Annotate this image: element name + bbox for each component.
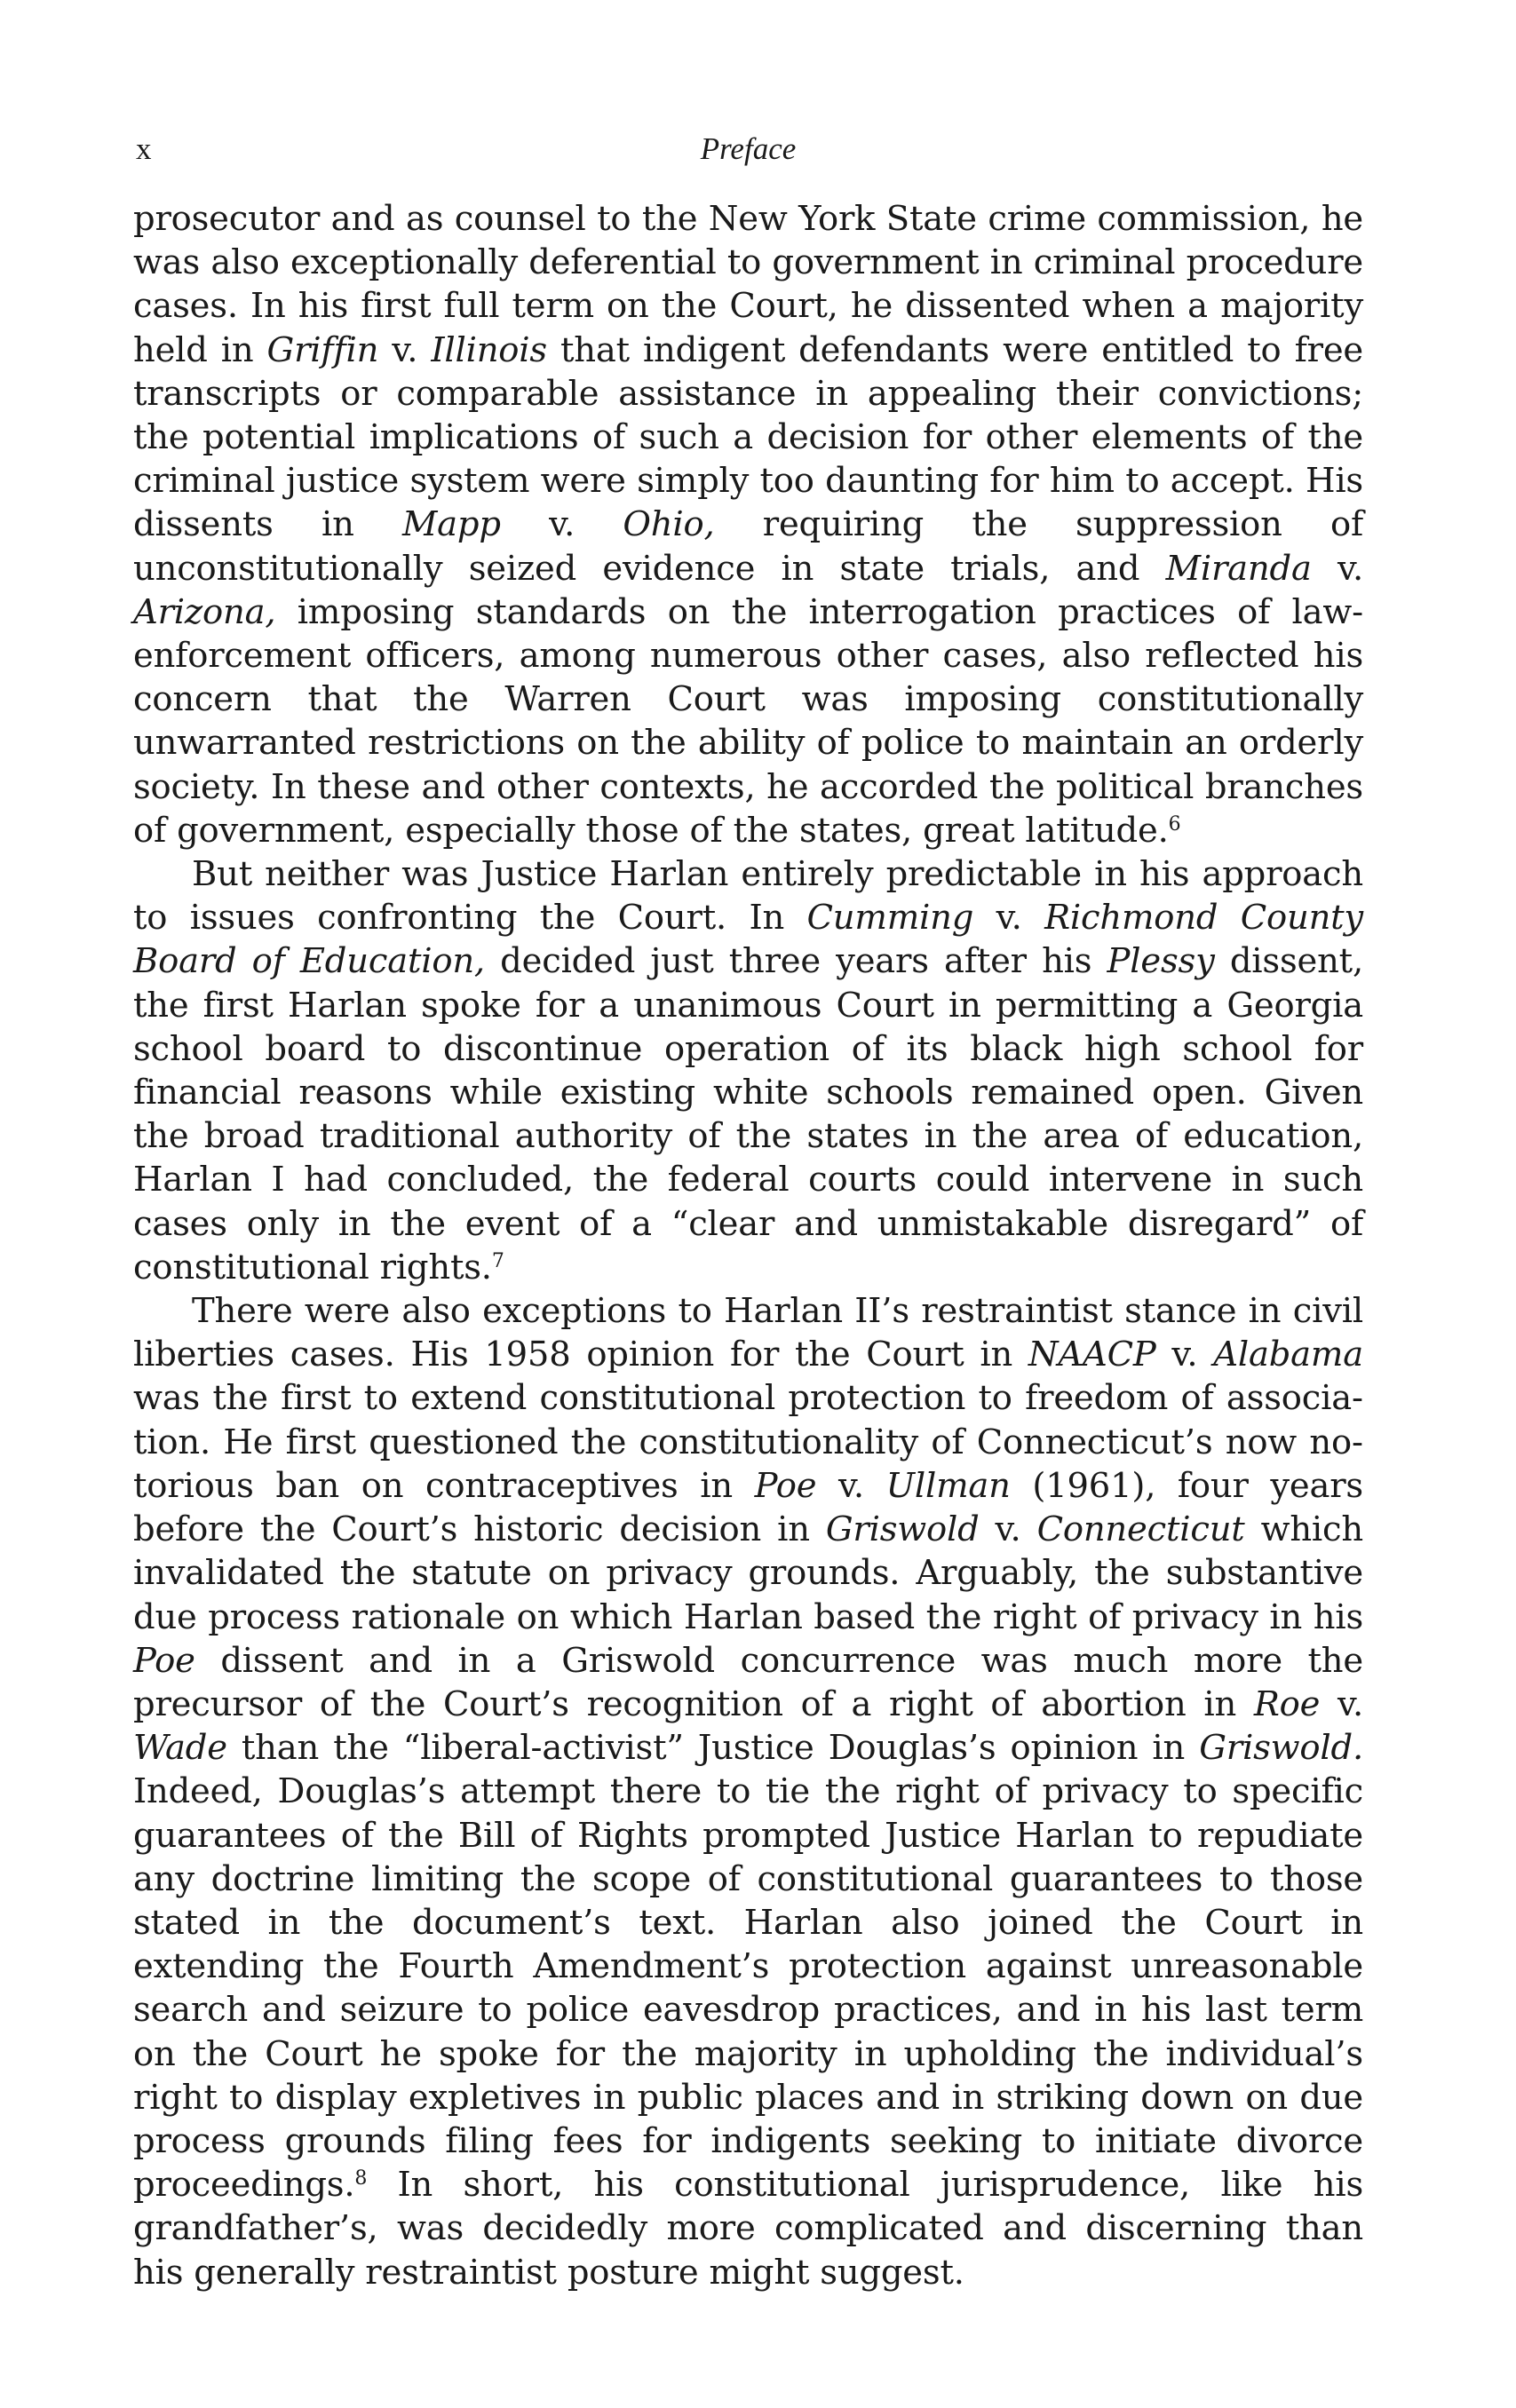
text-run: Indeed, Douglas’s attempt there to tie the right of privacy to specific guarantees of the Bill of Rights prompted Justice Harlan to repudiate any doctrine limiting the scope of constitutional guarantees to those stated in the document’s text. Harlan also joined the Court in extending the Fourth Amendment’s protection against unreasonable search and seizure to police eavesdrop practices, and in his last term on the Court he spoke for the majority in upholding the individual’s right to display expletives in public places and in striking down on due process grounds filing fees for indigents seeking to initiate divorce proceedings. [133,1771,1363,2206]
text-run: decided just three years after his [484,941,1107,982]
case-name-italic: Alabama [1213,1335,1363,1375]
case-name-italic: Plessy [1107,941,1215,982]
case-name-italic: Griswold. [1199,1728,1363,1769]
case-name-italic: Roe [1253,1683,1321,1724]
text-run: But neither was Justice Harlan entirely predictable in his approach to issues confronting the Court. In [133,854,1363,939]
text-run: v. [816,1465,886,1506]
case-name-italic: Illinois [431,329,547,370]
case-name-italic: Ullman [885,1465,1011,1506]
paragraph [133,197,1363,852]
case-name-italic: Connecticut [1036,1509,1245,1550]
text-run: v. [378,329,432,370]
footnote-ref: 8 [354,2167,368,2190]
text-run: prosecutor and as counsel to the New York State crime commission, he was also exceptionally deferential to government in criminal procedure cases. In his first full term on the Court, he dissented when a majority held in [133,199,1363,370]
text-run: that indigent defendants were entitled to free transcripts or comparable assistance in appealing their convictions; the potential implications of such a decision for other elements of the criminal justice system were simply too daunting for him to accept. His dissents in [133,329,1363,545]
case-name-italic: Griswold [825,1509,980,1550]
text-run: dissent, the first Harlan spoke for a unanimous Court in permitting a Georgia school board to discontinue operation of its black high school for financial reasons while existing white schools remained open. Given the broad traditional authority of the states in the area of education, Harlan I had concluded, the federal courts could intervene in such cases only in the event of a “clear and unmistakable disregard” of constitutional rights. [133,941,1363,1287]
case-name-italic: NAACP [1028,1335,1156,1375]
case-name-italic: Richmond County Board of Education, [133,898,1363,982]
case-name-italic: Arizona, [133,591,276,632]
running-head-title: Preface [700,131,797,166]
footnote-ref: 6 [1168,812,1181,836]
case-name-italic: Ohio, [623,504,715,545]
case-name-italic: Wade [133,1728,227,1769]
text-run: v. [500,504,623,545]
text-run: v. [1311,548,1364,589]
case-name-italic: Cumming [806,898,974,939]
text-run: In short, his constitutional jurisprudence, like his grandfather’s, was decidedly more complicated and discerning than his generally restraintist posture might suggest. [133,2165,1363,2293]
text-run: dissent and in a Griswold concurrence was much more the precursor of the Court’s recognition of a right of abortion in [133,1640,1363,1724]
footnote-ref: 7 [491,1249,504,1272]
case-name-italic: Mapp [401,504,501,545]
text-run: than the “liberal-activist” Justice Douglas’s opinion in [226,1728,1200,1769]
text-run: which invalidated the statute on privacy grounds. Arguably, the substantive due process rationale on which Harlan based the right of privacy in his [133,1509,1363,1637]
text-run: There were also exceptions to Harlan II’s restraintist stance in civil liberties cases. His 1958 opinion for the Court in [133,1291,1363,1375]
case-name-italic: Miranda [1165,548,1312,589]
case-name-italic: Poe [754,1465,817,1506]
text-run: (1961), four years before the Court’s historic decision in [133,1465,1363,1550]
text-run: v. [1155,1335,1214,1375]
text-run: requiring the suppression of unconstitutionally seized evidence in state trials, and [133,504,1363,589]
page-number: x [136,131,152,166]
running-head [133,131,1363,176]
case-name-italic: Griffin [266,329,379,370]
body-text [133,197,1363,2294]
paragraph [133,852,1363,1289]
paragraph [133,1289,1363,2294]
text-run: v. [979,1509,1037,1550]
text-run: v. [1320,1683,1364,1724]
case-name-italic: Poe [133,1640,195,1681]
text-run: imposing standards on the interrogation practices of law-enforcement officers, among numerous other cases, also reflected his concern that the Warren Court was imposing constitutionally unwarranted restrictions on the ability of police to maintain an orderly society. In these and other contexts, he accorded the political branches of government, especially those of the states, great latitude. [133,591,1363,851]
text-run: v. [973,898,1045,939]
text-run: was the first to extend constitutional protection to freedom of association. He first questioned the constitutionality of Connecticut’s now notorious ban on contraceptives in [133,1378,1363,1506]
